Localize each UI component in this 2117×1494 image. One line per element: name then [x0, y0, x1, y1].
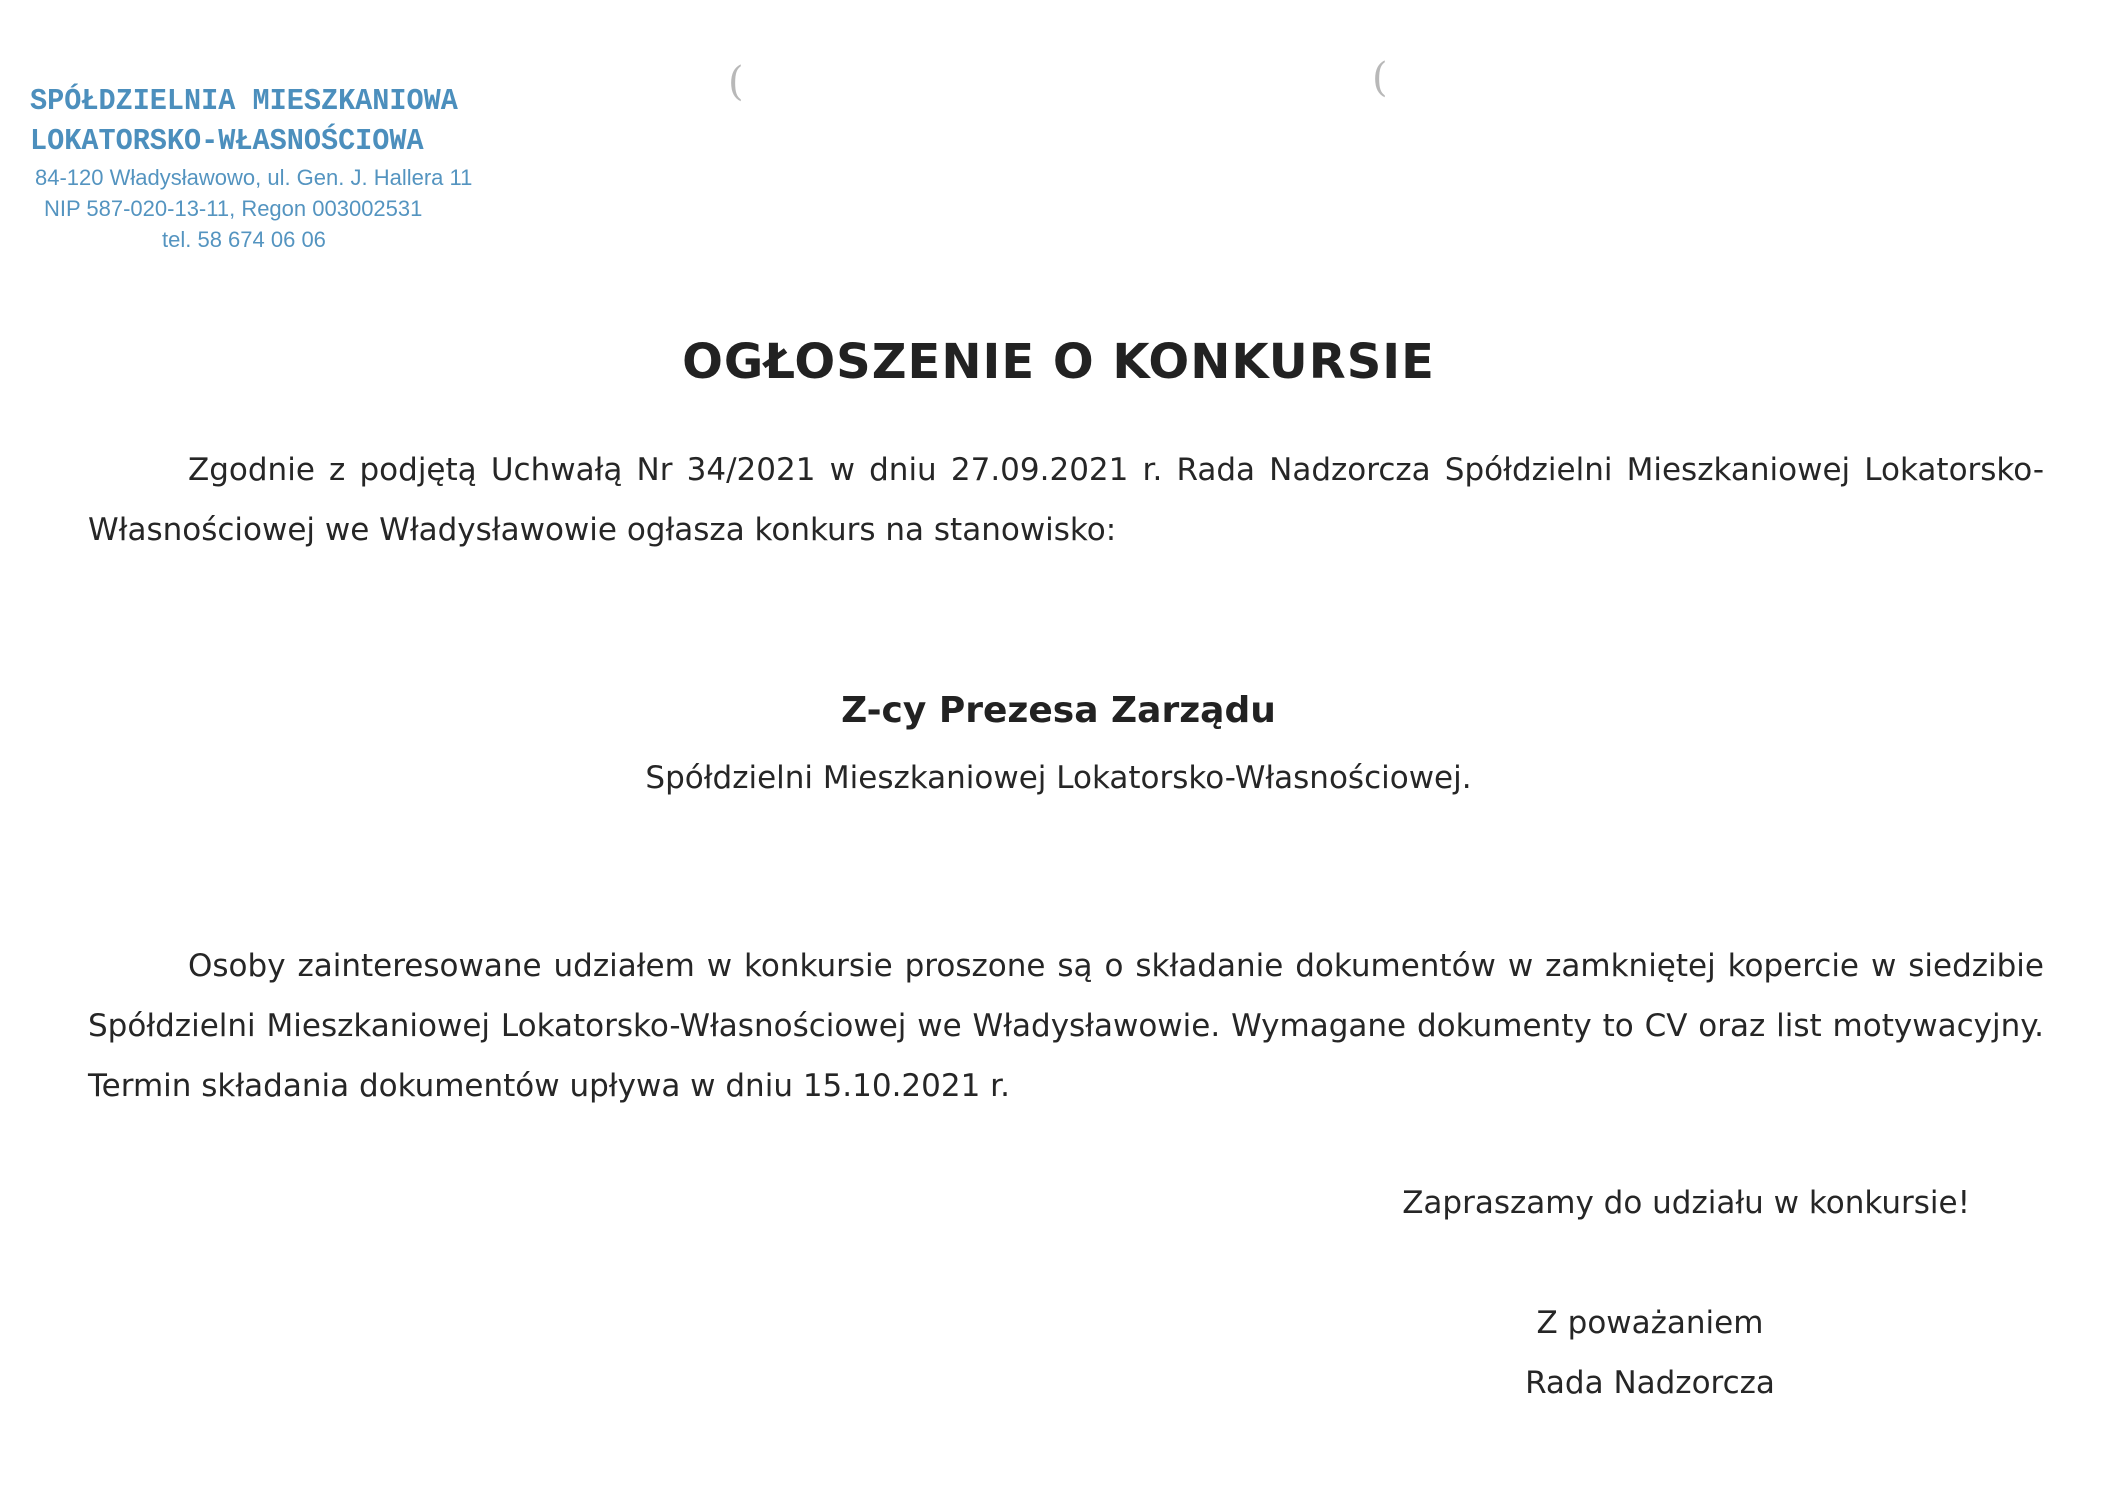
stamp-line-2: LOKATORSKO-WŁASNOŚCIOWA	[30, 124, 424, 159]
position-organization: Spółdzielni Mieszkaniowej Lokatorsko-Własnościowej.	[645, 760, 1472, 796]
details-paragraph	[88, 936, 2044, 1116]
stamp-ids: NIP 587-020-13-11, Regon 003002531	[44, 196, 423, 221]
details-text: Osoby zainteresowane udziałem w konkursie proszone są o składanie dokumentów w zamkniętej kopercie w siedzibie Spółdzielni Mieszkaniowej Lokatorsko-Własnościowej we Władysławowie. Wymagane dokumenty to CV oraz list motywacyjny. Termin składania dokumentów upływa w dniu 15.10.2021 r.	[88, 948, 2044, 1104]
scan-mark-left: (	[728, 59, 744, 105]
position-title: Z-cy Prezesa Zarządu	[841, 690, 1276, 731]
closing-text: Z poważaniem	[1536, 1305, 1764, 1341]
intro-paragraph	[88, 440, 2044, 560]
scan-mark-right: (	[1372, 55, 1388, 101]
stamp-line-1: SPÓŁDZIELNIA MIESZKANIOWA	[30, 84, 458, 119]
stamp-address: 84-120 Władysławowo, ul. Gen. J. Hallera 11	[35, 165, 473, 190]
stamp-phone: tel. 58 674 06 06	[162, 227, 326, 252]
intro-text: Zgodnie z podjętą Uchwałą Nr 34/2021 w dniu 27.09.2021 r. Rada Nadzorcza Spółdzielni Mieszkaniowej Lokatorsko-Własnościowej we Władysławowie ogłasza konkurs na stanowisko:	[88, 452, 2044, 548]
invitation-text: Zapraszamy do udziału w konkursie!	[1402, 1185, 1970, 1221]
organization-stamp	[30, 82, 500, 255]
document-title: OGŁOSZENIE O KONKURSIE	[682, 334, 1435, 390]
signer-text: Rada Nadzorcza	[1525, 1365, 1775, 1401]
